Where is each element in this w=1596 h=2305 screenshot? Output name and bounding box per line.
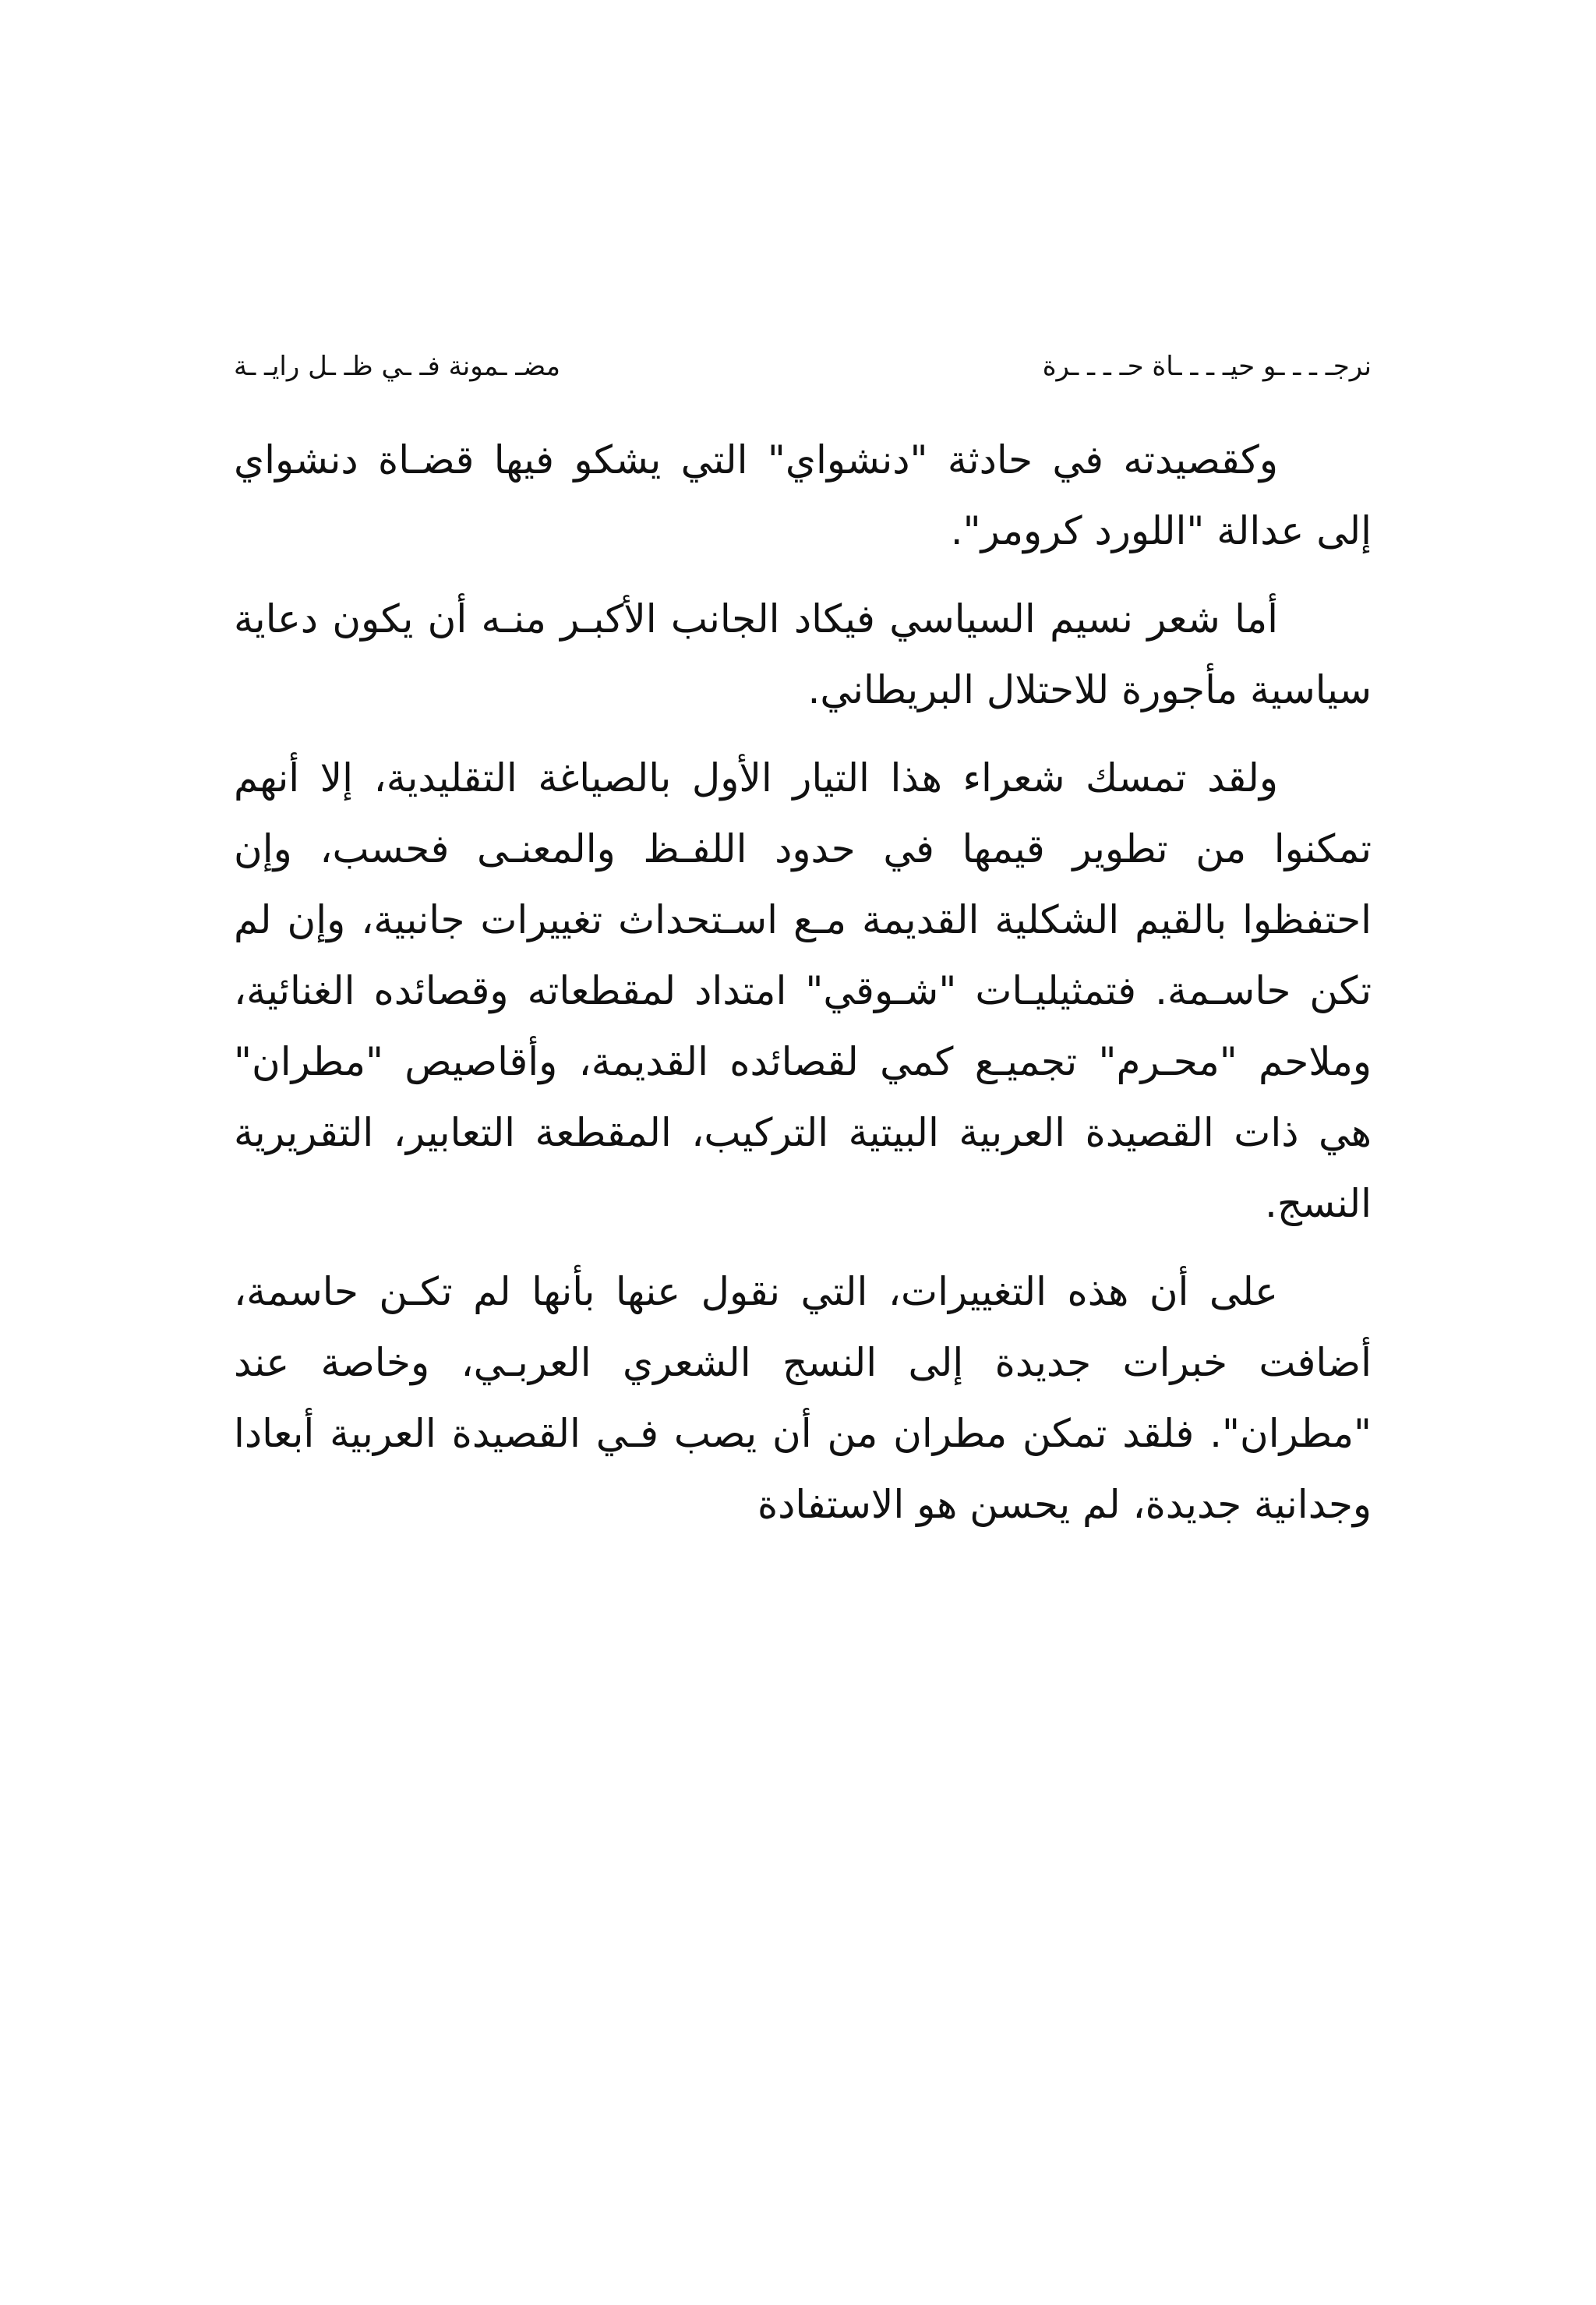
header-right-text: نرجـ ـ ـ ـو حيـ ـ ـ ـاة حـ ـ ـ ـرة (1042, 351, 1372, 382)
paragraph-3: ولقد تمسك شعراء هذا التيار الأول بالصياغة التقليدية، إلا أنهم تمكنوا من تطوير قيمها في حدود اللفـظ والمعنـى فحسب، وإن احتفظوا بالقيم الشكلية القديمة مـع اسـتحداث تغييرات جانبية، وإن لم تكن حاسـمة. فتمثيليـات "شـوقي" امتداد لمقطعاته وقصائده الغنائية، وملاحم "محـرم" تجميـع كمي لقصائده القديمة، وأقاصيص "مطران" هي ذات القصيدة العربية البيتية التركيب، المقطعة التعابير، التقريرية النسج. (234, 755, 1372, 1226)
body-text (234, 425, 1372, 1557)
running-header (234, 343, 1372, 390)
paragraph-2: أما شعر نسيم السياسي فيكاد الجانب الأكبـر منـه أن يكون دعاية سياسية مأجورة للاحتلال البريطاني. (234, 596, 1372, 712)
paragraph-4: على أن هذه التغييرات، التي نقول عنها بأنها لم تكـن حاسمة، أضافت خبرات جديدة إلى النسج الشعري العربـي، وخاصة عند "مطران". فلقد تمكن مطران من أن يصب فـي القصيدة العربية أبعادا وجدانية جديدة، لم يحسن هو الاستفادة (234, 1269, 1372, 1527)
paragraph-1: وكقصيدته في حادثة "دنشواي" التي يشكو فيها قضـاة دنشواي إلى عدالة "اللورد كرومر". (234, 437, 1372, 553)
header-left-text: مضـ ـمونة فـ ـي ظـ ـل رايـ ـة (234, 351, 560, 382)
